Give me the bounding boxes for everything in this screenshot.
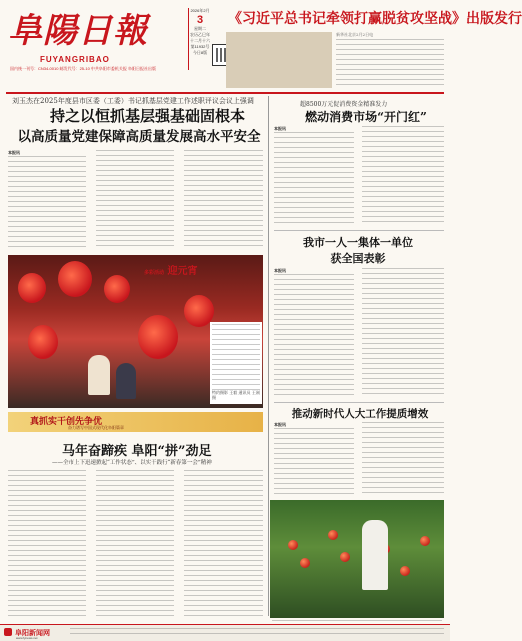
person-figure — [88, 355, 110, 395]
campaign-sub: 奋力谱写中国式现代化阜阳篇章 — [68, 425, 124, 430]
right-story-3-headline[interactable]: 推动新时代人大工作提质增效 — [291, 408, 429, 420]
right-story-2-body — [274, 268, 444, 398]
feature-body — [8, 470, 263, 620]
lead-body — [8, 150, 263, 248]
photo-banner-title: 迎元宵 — [167, 266, 198, 277]
divider — [274, 230, 444, 231]
top-story-body — [336, 32, 444, 88]
right-story-3-col-1 — [274, 428, 354, 496]
top-story-text-lines — [336, 39, 444, 87]
date-day: 3 — [196, 14, 204, 26]
lead-byline: 本报讯 — [8, 150, 20, 155]
feature-col-2 — [96, 470, 174, 620]
top-story-cover-image[interactable] — [226, 32, 332, 88]
top-story-source: 新华社北京2月2日电 — [336, 32, 374, 37]
photo-credit: 特约摄影 王毅 通讯员 王刚 摄 — [212, 390, 260, 400]
feature-headline[interactable]: 马年奋蹄疾 阜阳“拼”劲足 — [62, 444, 212, 459]
feature-col-1 — [8, 470, 86, 620]
masthead-rule — [6, 92, 444, 94]
photo-banner-prefix: 多彩活动 — [144, 270, 165, 276]
masthead-info: 国内统一刊号：CN34-0010 邮发代号：25-10 中共阜阳市委机关报 阜阳日报社出版 — [10, 66, 157, 71]
right-story-1-col-1 — [274, 132, 354, 226]
lead-kicker: 刘玉杰在2025年度县市区委（工委）书记抓基层党建工作述职评议会议上强调 — [12, 97, 254, 105]
footer-site-name[interactable]: 阜阳新闻网 — [15, 630, 50, 637]
masthead-logo: 阜陽日報 — [8, 11, 148, 51]
campaign-label: 真抓实干创先争优 — [30, 417, 103, 427]
column-divider — [268, 96, 269, 616]
lead-headline-1[interactable]: 持之以恒抓基层强基础固根本 — [49, 107, 245, 125]
right-story-1-byline: 本报讯 — [274, 126, 286, 131]
divider — [274, 402, 444, 403]
top-story-title[interactable]: 《习近平总书记牵领打赢脱贫攻坚战》出版发行 — [228, 11, 522, 27]
date-box — [188, 8, 211, 70]
lead-col-3 — [184, 150, 263, 248]
right-story-2-col-1 — [274, 274, 354, 398]
footer — [0, 624, 450, 641]
feature-col-3 — [184, 470, 263, 620]
worker-figure — [362, 520, 388, 590]
site-logo-icon — [4, 628, 12, 636]
right-story-1-kicker: 超8500万元促消费资金精准发力 — [300, 101, 388, 108]
weekday: 星期二 — [194, 26, 206, 31]
footer-info-lines — [70, 628, 444, 638]
photo-caption-lines — [212, 324, 260, 390]
footer-url[interactable]: www.fynews.net — [16, 636, 38, 640]
photo-caption — [210, 322, 262, 404]
right-story-3-byline: 本报讯 — [274, 422, 286, 427]
issue-number: 第11932号 — [190, 44, 210, 49]
lead-col-2 — [96, 150, 174, 248]
right-story-2-headline-1[interactable]: 我市一人一集体一单位 — [303, 236, 413, 249]
right-story-3-body — [274, 422, 444, 496]
campaign-strip — [8, 412, 263, 432]
right-story-2-byline: 本报讯 — [274, 268, 286, 273]
greenhouse-caption — [272, 620, 442, 623]
photo-banner — [144, 262, 214, 276]
masthead-pinyin: FUYANGRIBAO — [40, 55, 110, 64]
right-story-1-headline[interactable]: 燃动消费市场“开门红” — [305, 110, 427, 124]
right-story-2-headline-2[interactable]: 获全国表彰 — [330, 252, 386, 265]
feature-subhead: ——全市上下迅速掀起“工作状态”、以实干践行“新春第一会”精神 — [52, 460, 212, 466]
right-story-1-col-2 — [362, 126, 444, 226]
greenhouse-photo[interactable] — [270, 500, 444, 618]
lunar-date: 农历乙巳年十二月十六 — [190, 32, 210, 43]
right-story-3-col-2 — [362, 422, 444, 496]
person-figure — [116, 363, 136, 399]
right-story-2-col-2 — [362, 268, 444, 398]
date-month: 2026年2月 — [190, 8, 210, 13]
lead-col-1 — [8, 156, 86, 248]
right-story-1-body — [274, 126, 444, 226]
lead-headline-2[interactable]: 以高质量党建保障高质量发展高水平安全 — [17, 129, 261, 145]
page-count: 今日8版 — [192, 50, 208, 55]
